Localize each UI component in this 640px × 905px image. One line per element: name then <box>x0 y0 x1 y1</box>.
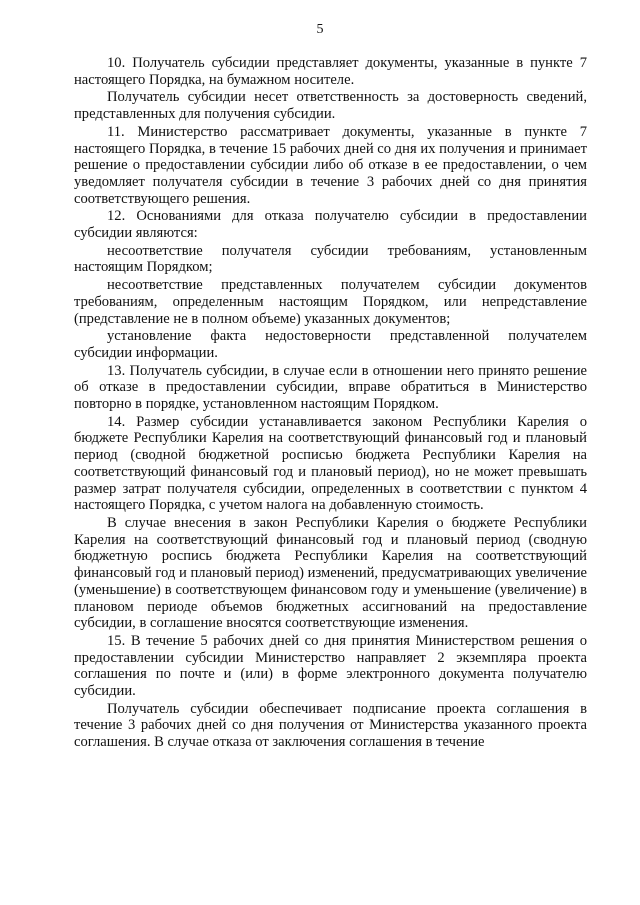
page-number: 5 <box>316 22 324 37</box>
refusal-reason-2: несоответствие представленных получателем субсидии документов требованиям, определенным настоящим Порядком, или непредставление (представление не в полном объеме) указанных документов; <box>74 277 587 327</box>
paragraph-10: 10. Получатель субсидии представляет документы, указанные в пункте 7 настоящего Порядка, на бумажном носителе. <box>74 55 587 88</box>
paragraph-15: 15. В течение 5 рабочих дней со дня принятия Министерством решения о предоставлении субсидии Министерство направляет 2 экземпляра проекта соглашения по почте и (или) в форме электронного документа получателю субсидии. <box>74 632 587 700</box>
paragraph-12: 12. Основаниями для отказа получателю субсидии в предоставлении субсидии являются: <box>74 208 587 242</box>
paragraph-responsibility: Получатель субсидии несет ответственность за достоверность сведений, представленных для получения субсидии. <box>74 89 587 123</box>
paragraph-budget-changes: В случае внесения в закон Республики Карелия о бюджете Республики Карелия на соответствующий финансовый год и плановый период (сводную бюджетную роспись бюджета Республики Карелия на соответствующий финансовый год и плановый период) изменений, предусматривающих увеличение (уменьшение) в соответствующем финансовом году и уменьшение (увеличение) в плановом периоде объемов бюджетных ассигнований на предоставление субсидии, в соглашение вносятся соответствующие изменения. <box>74 514 587 632</box>
paragraph-signing: Получатель субсидии обеспечивает подписание проекта соглашения в течение 3 рабочих дней со дня получения от Министерства указанного проекта соглашения. В случае отказа от заключения соглашения в течение <box>74 700 587 751</box>
paragraph-11: 11. Министерство рассматривает документы, указанные в пункте 7 настоящего Порядка, в течение 15 рабочих дней со дня их получения и принимает решение о предоставлении субсидии либо об отказе в ее предоставлении, о чем уведомляет получателя субсидии в течение 3 рабочих дней со дня принятия соответствующего решения. <box>74 123 587 207</box>
paragraph-14: 14. Размер субсидии устанавливается законом Республики Карелия о бюджете Республики Карелия на соответствующий финансовый год и плановый период (сводной бюджетной росписью бюджета Республики Карелия на соответствующий финансовый год и плановый период), но не может превышать размер затрат получателя субсидии, определенных в соответствии с пунктом 4 настоящего Порядка, с учетом налога на добавленную стоимость. <box>74 413 587 514</box>
document-body <box>74 55 587 752</box>
paragraph-13: 13. Получатель субсидии, в случае если в отношении него принято решение об отказе в предоставлении субсидии, вправе обратиться в Министерство повторно в порядке, установленном настоящим Порядком. <box>74 362 587 413</box>
refusal-reason-3: установление факта недостоверности представленной получателем субсидии информации. <box>74 328 587 361</box>
refusal-reason-1: несоответствие получателя субсидии требованиям, установленным настоящим Порядком; <box>74 242 587 276</box>
